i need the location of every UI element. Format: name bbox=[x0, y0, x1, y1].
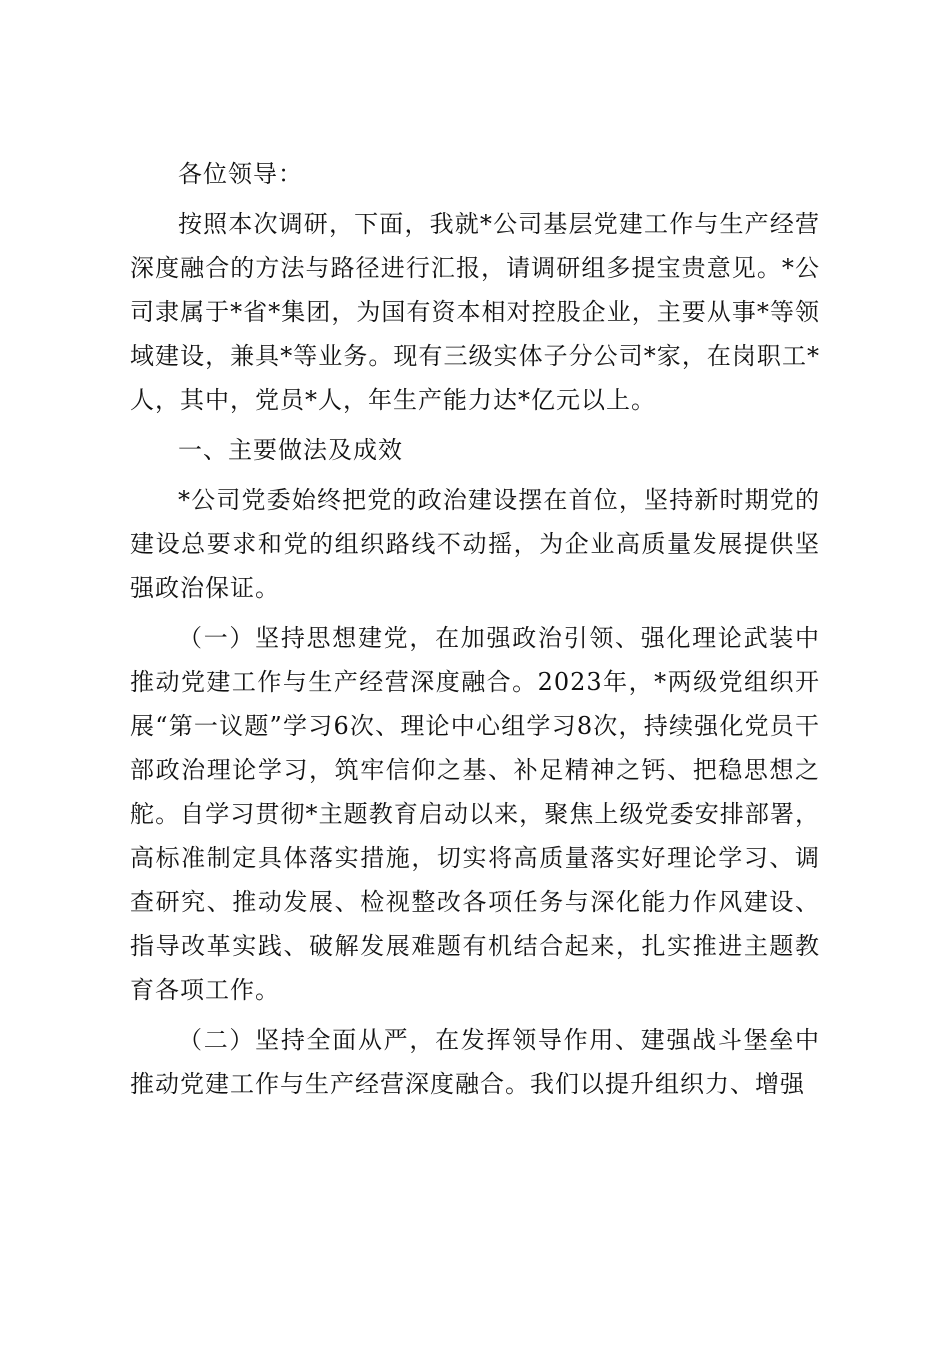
document-page bbox=[130, 152, 820, 1106]
subsection-one-paragraph: （一）坚持思想建党，在加强政治引领、强化理论武装中推动党建工作与生产经营深度融合。2023年，*两级党组织开展“第一议题”学习6次、理论中心组学习8次，持续强化党员干部政治理论学习，筑牢信仰之基、补足精神之钙、把稳思想之舵。自学习贯彻*主题教育启动以来，聚焦上级党委安排部署，高标准制定具体落实措施，切实将高质量落实好理论学习、调查研究、推动发展、检视整改各项任务与深化能力作风建设、指导改革实践、破解发展难题有机结合起来，扎实推进主题教育各项工作。 bbox=[130, 624, 820, 1004]
intro-paragraph: 按照本次调研，下面，我就*公司基层党建工作与生产经营深度融合的方法与路径进行汇报，请调研组多提宝贵意见。*公司隶属于*省*集团，为国有资本相对控股企业，主要从事*等领域建设，兼具*等业务。现有三级实体子分公司*家，在岗职工*人，其中，党员*人，年生产能力达*亿元以上。 bbox=[130, 210, 820, 414]
subsection-two-paragraph: （二）坚持全面从严，在发挥领导作用、建强战斗堡垒中推动党建工作与生产经营深度融合。我们以提升组织力、增强 bbox=[130, 1026, 820, 1098]
section-heading: 一、主要做法及成效 bbox=[178, 436, 403, 464]
section-intro-paragraph: *公司党委始终把党的政治建设摆在首位，坚持新时期党的建设总要求和党的组织路线不动摇，为企业高质量发展提供坚强政治保证。 bbox=[130, 486, 820, 602]
greeting: 各位领导： bbox=[178, 160, 303, 188]
